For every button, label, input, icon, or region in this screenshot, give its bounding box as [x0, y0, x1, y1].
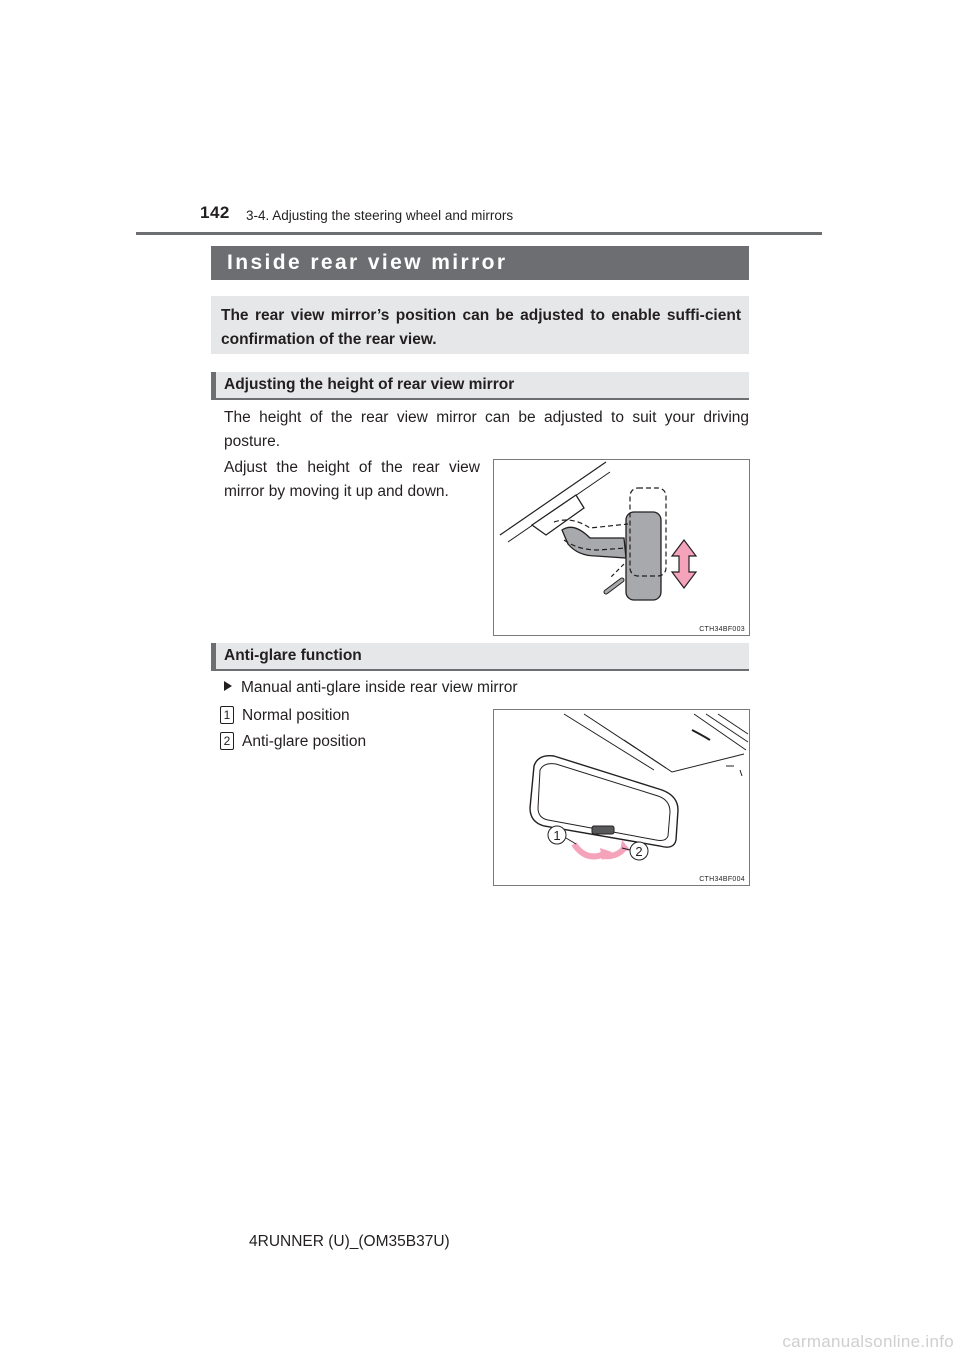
section-title: Inside rear view mirror: [227, 251, 508, 274]
chapter-title: 3-4. Adjusting the steering wheel and mirrors: [246, 208, 514, 223]
footer-model-code: 4RUNNER (U)_(OM35B37U): [249, 1233, 450, 1250]
page-number: 142: [200, 203, 230, 222]
triangle-bullet-icon: [224, 681, 232, 691]
number-badge: 1: [220, 706, 234, 724]
header-rule: [136, 232, 822, 235]
position-label: Anti-glare position: [242, 733, 367, 750]
subheading-anti-glare: [211, 643, 749, 671]
figure-anti-glare: [493, 709, 750, 886]
position-label: Normal position: [242, 707, 350, 724]
callout-1: 1: [553, 828, 561, 843]
figure-mirror-height: [493, 459, 750, 636]
position-item-1: [220, 704, 350, 728]
subheading-bar: [211, 643, 216, 671]
manual-anti-glare-item: [224, 676, 518, 700]
subheading-text: Anti-glare function: [224, 647, 362, 664]
height-paragraph-2: Adjust the height of the rear view mirror by moving it up and down.: [224, 459, 480, 500]
mirror-height-illustration: [494, 460, 749, 635]
subheading-text: Adjusting the height of rear view mirror: [224, 376, 515, 393]
watermark: carmanualsonline.info: [782, 1332, 954, 1351]
figure-code: CTH34BF004: [699, 876, 745, 883]
subheading-bar: [211, 372, 216, 400]
manual-anti-glare-label: Manual anti-glare inside rear view mirror: [241, 679, 518, 696]
section-title-bar: [211, 246, 749, 280]
position-item-2: [220, 730, 366, 754]
intro-text: The rear view mirror’s position can be adjusted to enable suffi-cient confirmation of the rear view.: [221, 307, 741, 348]
callout-2: 2: [635, 844, 643, 859]
number-badge: 2: [220, 732, 234, 750]
intro-box: [211, 296, 749, 354]
figure-code: CTH34BF003: [699, 626, 745, 633]
anti-glare-illustration: [494, 710, 749, 885]
subheading-height-adjust: [211, 372, 749, 400]
height-paragraph-1: The height of the rear view mirror can be adjusted to suit your driving posture.: [224, 409, 749, 450]
